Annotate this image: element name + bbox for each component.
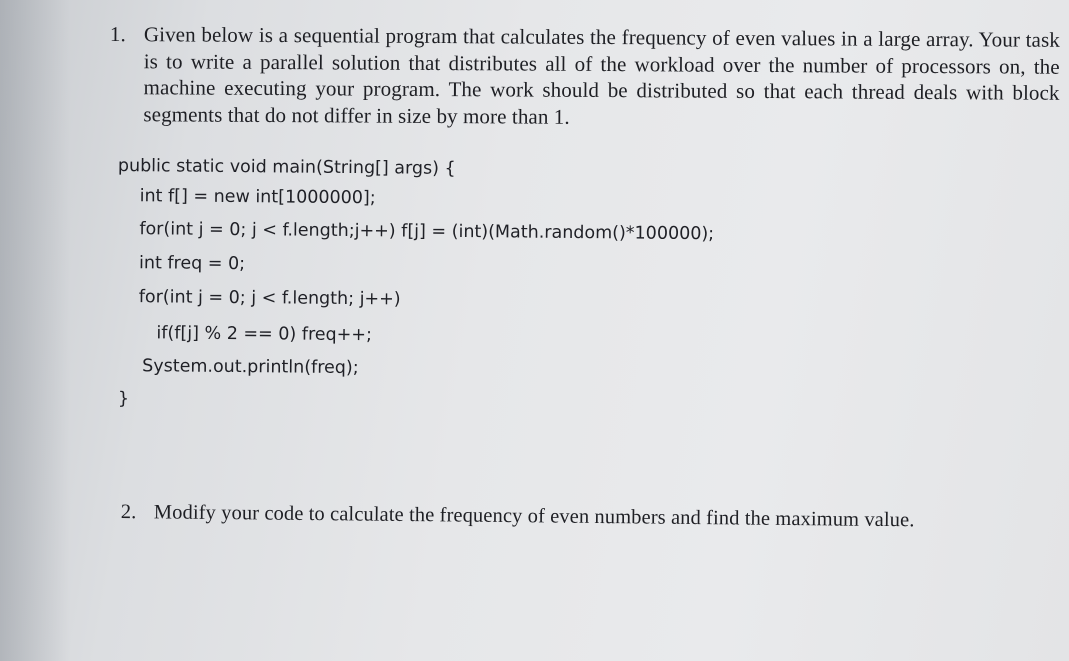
code-line-fill-loop: for(int j = 0; j < f.length;j++) f[j] = (int)(Math.random()*100000); — [139, 219, 715, 245]
question-1-number: 1. — [109, 21, 126, 47]
question-2 — [121, 499, 1021, 535]
code-line-freq-init: int freq = 0; — [138, 253, 246, 275]
code-line-array-declaration: int f[] = new int[1000000]; — [139, 186, 376, 209]
code-line-count-loop: for(int j = 0; j < f.length; j++) — [138, 287, 401, 310]
code-line-even-check: if(f[j] % 2 == 0) freq++; — [156, 323, 373, 346]
question-1 — [109, 21, 1060, 133]
question-1-text: Given below is a sequential program that calculates the frequency of even values in a large array. Your task is to write a parallel solution that distributes all of the workload over the number of processors on, the machine executing your program. The work should be distributed so that each thread deals with block segments that do not differ in size by more than 1. — [143, 22, 1060, 129]
code-line-main-signature: public static void main(String[] args) { — [117, 156, 456, 179]
question-2-number: 2. — [120, 500, 137, 524]
photo-shadow — [0, 0, 70, 661]
code-line-closing-brace: } — [117, 389, 130, 410]
question-2-text: Modify your code to calculate the frequency of even numbers and find the maximum value. — [153, 501, 915, 532]
code-line-print: System.out.println(freq); — [142, 356, 359, 379]
